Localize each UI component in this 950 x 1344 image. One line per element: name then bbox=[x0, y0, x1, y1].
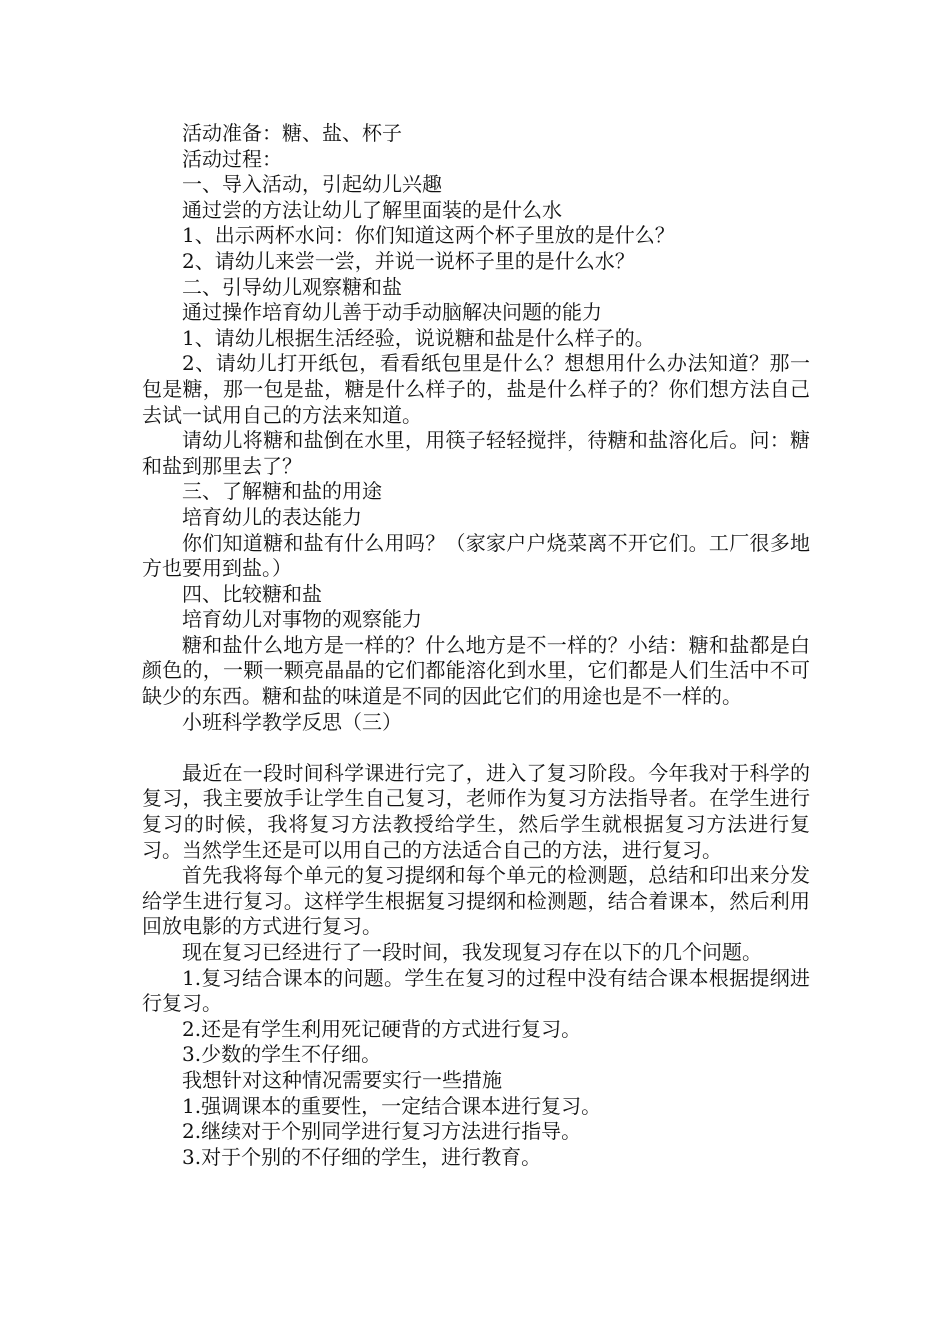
paragraph: 活动准备：糖、盐、杯子 bbox=[182, 121, 402, 145]
list-item: 3.少数的学生不仔细。 bbox=[182, 1042, 382, 1067]
paragraph: 培育幼儿对事物的观察能力 bbox=[182, 607, 422, 632]
blank-line bbox=[142, 735, 810, 761]
list-item: 3.对于个别的不仔细的学生，进行教育。 bbox=[182, 1144, 542, 1169]
section-heading: 三、了解糖和盐的用途 bbox=[182, 479, 382, 504]
paragraph: 最近在一段时间科学课进行完了，进入了复习阶段。今年我对于科学的复习，我主要放手让学生自己复习，老师作为复习方法指导者。在学生进行复习的时候，我将复习方法教授给学生，然后学生就根据复习方法进行复习。当然学生还是可以用自己的方法适合自己的方法，进行复习。 bbox=[142, 760, 810, 862]
list-item: 2、请幼儿来尝一尝，并说一说杯子里的是什么水？ bbox=[182, 248, 635, 273]
paragraph: 我想针对这种情况需要实行一些措施 bbox=[182, 1067, 502, 1092]
section-heading: 一、导入活动，引起幼儿兴趣 bbox=[182, 172, 442, 197]
paragraph: 活动过程： bbox=[182, 146, 282, 171]
paragraph: 现在复习已经进行了一段时间，我发现复习存在以下的几个问题。 bbox=[182, 940, 762, 964]
article-title: 小班科学教学反思（三） bbox=[182, 709, 402, 734]
list-item: 2.继续对于个别同学进行复习方法进行指导。 bbox=[182, 1119, 582, 1144]
list-item: 2、请幼儿打开纸包，看看纸包里是什么？想想用什么办法知道？那一包是糖，那一包是盐，糖是什么样子的，盐是什么样子的？你们想方法自己去试一试用自己的方法来知道。 bbox=[142, 351, 810, 427]
paragraph: 培育幼儿的表达能力 bbox=[182, 504, 362, 529]
list-item: 1.强调课本的重要性，一定结合课本进行复习。 bbox=[182, 1093, 602, 1118]
paragraph: 通过操作培育幼儿善于动手动脑解决问题的能力 bbox=[182, 300, 602, 325]
paragraph: 首先我将每个单元的复习提纲和每个单元的检测题，总结和印出来分发给学生进行复习。这样学生根据复习提纲和检测题，结合着课本，然后利用回放电影的方式进行复习。 bbox=[142, 863, 810, 939]
document-body bbox=[142, 121, 810, 1170]
list-item: 1、请幼儿根据生活经验，说说糖和盐是什么样子的。 bbox=[182, 325, 655, 350]
list-item: 2.还是有学生利用死记硬背的方式进行复习。 bbox=[182, 1016, 582, 1041]
section-heading: 二、引导幼儿观察糖和盐 bbox=[182, 274, 402, 299]
paragraph: 请幼儿将糖和盐倒在水里，用筷子轻轻搅拌，待糖和盐溶化后。问：糖和盐到那里去了？ bbox=[142, 428, 810, 478]
paragraph: 糖和盐什么地方是一样的？什么地方是不一样的？小结：糖和盐都是白颜色的，一颗一颗亮晶晶的它们都能溶化到水里，它们都是人们生活中不可缺少的东西。糖和盐的味道是不同的因此它们的用途也是不一样的。 bbox=[142, 632, 810, 709]
section-heading: 四、比较糖和盐 bbox=[182, 581, 322, 606]
paragraph: 你们知道糖和盐有什么用吗？（家家户户烧菜离不开它们。工厂很多地方也要用到盐。） bbox=[142, 530, 810, 581]
paragraph: 通过尝的方法让幼儿了解里面装的是什么水 bbox=[182, 197, 562, 222]
list-item: 1、出示两杯水问：你们知道这两个杯子里放的是什么？ bbox=[182, 223, 675, 248]
list-item: 1.复习结合课本的问题。学生在复习的过程中没有结合课本根据提纲进行复习。 bbox=[142, 965, 810, 1016]
